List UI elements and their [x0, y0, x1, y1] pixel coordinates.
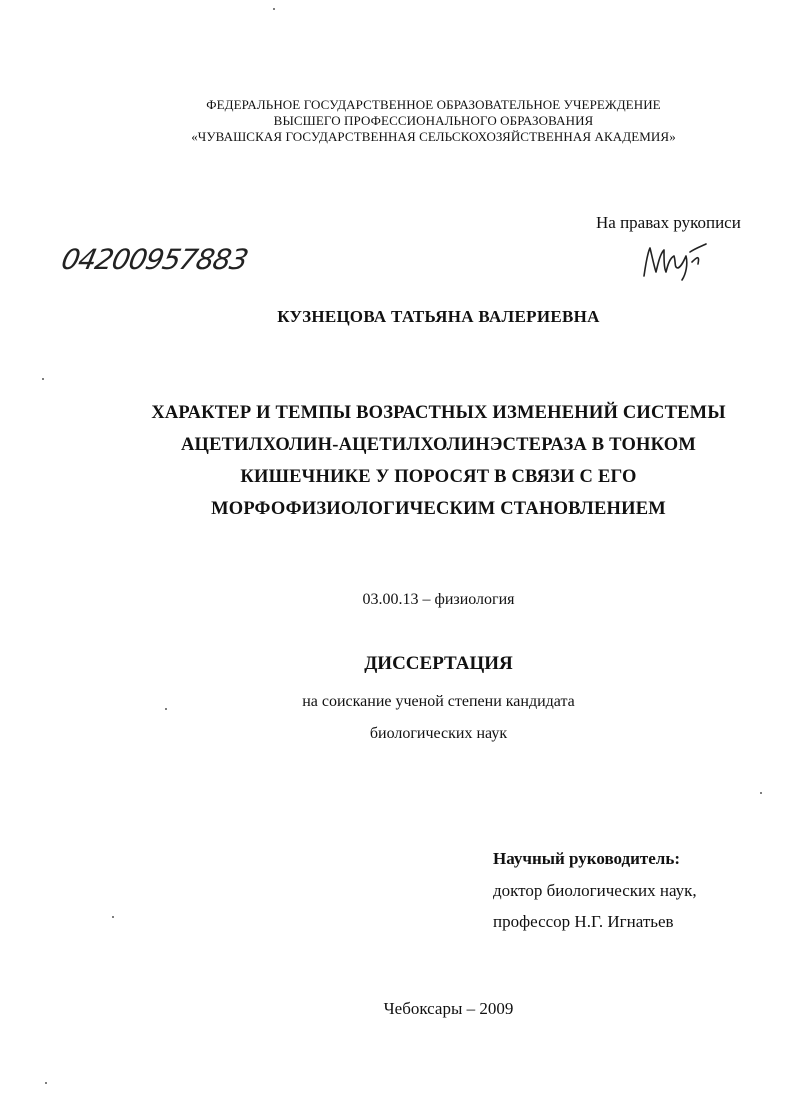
- scan-speck: [42, 378, 44, 380]
- signature-icon: [640, 242, 710, 282]
- title-line-4: МОРФОФИЗИОЛОГИЧЕСКИМ СТАНОВЛЕНИЕМ: [211, 499, 666, 519]
- author-name: КУЗНЕЦОВА ТАТЬЯНА ВАЛЕРИЕВНА: [277, 307, 600, 326]
- scan-speck: [760, 792, 762, 794]
- scan-speck: [273, 8, 275, 10]
- supervisor-name: профессор Н.Г. Игнатьев: [493, 912, 674, 931]
- institution-line-3: «ЧУВАШСКАЯ ГОСУДАРСТВЕННАЯ СЕЛЬСКОХОЗЯЙСТВЕННАЯ АКАДЕМИЯ»: [191, 129, 676, 144]
- specialty-code: 03.00.13 – физиология: [362, 591, 515, 608]
- title-line-1: ХАРАКТЕР И ТЕМПЫ ВОЗРАСТНЫХ ИЗМЕНЕНИЙ СИСТЕМЫ: [151, 403, 726, 423]
- scan-speck: [112, 916, 114, 918]
- scan-speck: [45, 1082, 47, 1084]
- rights-note: На правах рукописи: [596, 213, 741, 232]
- title-line-3: КИШЕЧНИКЕ У ПОРОСЯТ В СВЯЗИ С ЕГО: [240, 467, 637, 487]
- dissertation-title: [40, 397, 797, 525]
- supervisor-degree: доктор биологических наук,: [493, 880, 697, 900]
- document-type: ДИССЕРТАЦИЯ: [364, 653, 513, 674]
- scan-speck: [165, 708, 167, 710]
- handwritten-number: 04200957883: [58, 243, 251, 276]
- institution-line-2: ВЫСШЕГО ПРОФЕССИОНАЛЬНОГО ОБРАЗОВАНИЯ: [273, 113, 594, 128]
- supervisor-block: [493, 843, 697, 938]
- institution-line-1: ФЕДЕРАЛЬНОЕ ГОСУДАРСТВЕННОЕ ОБРАЗОВАТЕЛЬНОЕ УЧЕРЕЖДЕНИЕ: [206, 97, 661, 112]
- degree-sought: [40, 686, 797, 750]
- city-year: Чебоксары – 2009: [383, 999, 514, 1018]
- degree-line-1: на соискание ученой степени кандидата: [302, 693, 575, 710]
- degree-line-2: биологических наук: [369, 725, 508, 742]
- institution-header: [40, 97, 797, 145]
- title-line-2: АЦЕТИЛХОЛИН-АЦЕТИЛХОЛИНЭСТЕРАЗА В ТОНКОМ: [180, 435, 697, 455]
- supervisor-label: Научный руководитель:: [493, 849, 680, 868]
